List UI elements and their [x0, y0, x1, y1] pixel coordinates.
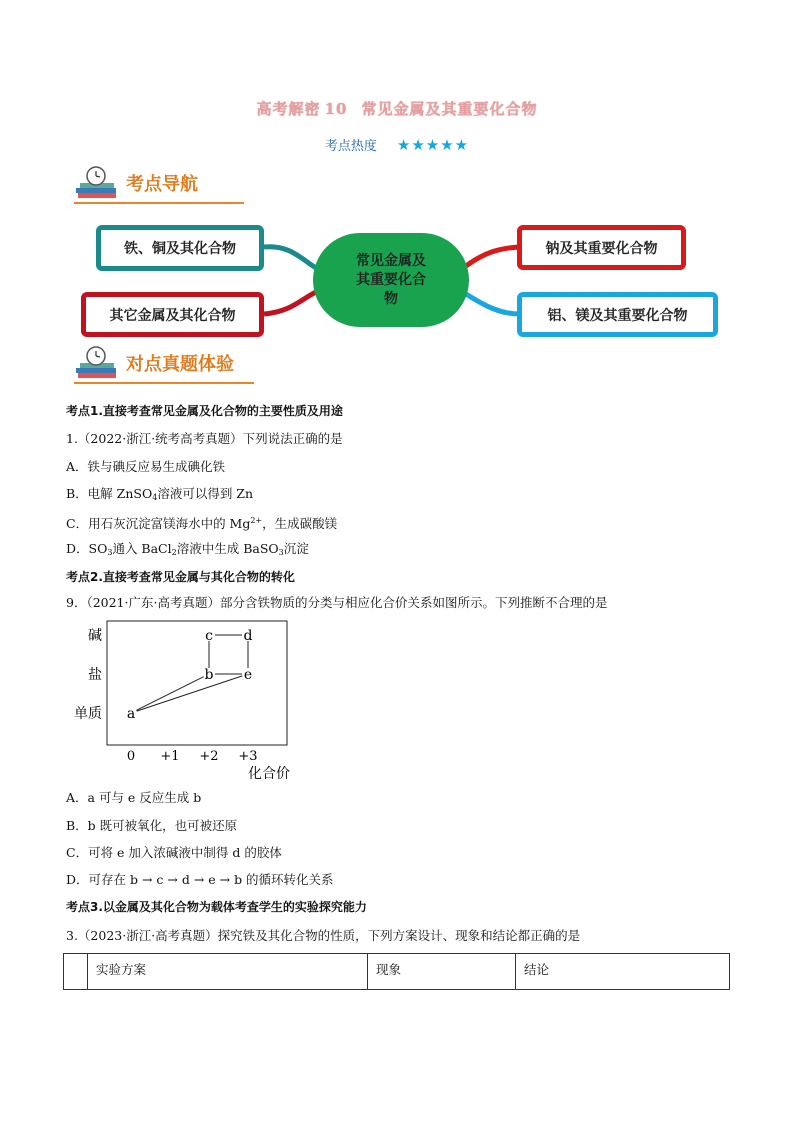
text: D．SO — [66, 541, 108, 556]
section-header-practice — [74, 346, 254, 384]
kp2-option-d: D．可存在 b → c → d → e → b 的循环转化关系 — [66, 872, 334, 887]
center-line-2: 其重要化合 — [356, 271, 426, 288]
point-b: b — [204, 667, 214, 683]
section-title-practice: 对点真题体验 — [126, 354, 234, 375]
table-header-row — [64, 954, 730, 990]
text: C．用石灰沉淀富镁海水中的 Mg — [66, 516, 251, 532]
heat-label: 考点热度 — [324, 139, 377, 154]
mindmap-node-other-metals — [81, 292, 264, 337]
experiment-table — [63, 953, 730, 990]
link-a-b — [136, 677, 203, 711]
point-c: c — [205, 628, 213, 644]
mindmap-node-iron-copper — [96, 225, 264, 271]
kp3-heading: 考点3.以金属及其化合物为载体考查学生的实验探究能力 — [66, 900, 367, 914]
mindmap-center — [313, 233, 469, 327]
x-tick-label: +3 — [238, 749, 258, 764]
center-line-3: 物 — [384, 290, 398, 307]
table-header-cell: 结论 — [516, 954, 730, 990]
node-label: 铝、镁及其重要化合物 — [547, 307, 688, 324]
x-tick-label: +1 — [160, 749, 180, 764]
text: 沉淀 — [283, 541, 309, 556]
y-tick-label: 单质 — [74, 706, 102, 722]
kp2-heading: 考点2.直接考查常见金属与其化合物的转化 — [66, 570, 295, 584]
iron-valence-chart — [74, 618, 298, 782]
node-label: 铁、铜及其化合物 — [124, 241, 236, 257]
x-tick-label: 0 — [126, 749, 136, 764]
node-label: 其它金属及其化合物 — [109, 307, 236, 324]
kp1-heading: 考点1.直接考查常见金属及化合物的主要性质及用途 — [66, 404, 343, 418]
title-prefix: 高考解密 — [256, 100, 321, 118]
kp2-option-a: A．a 可与 e 反应生成 b — [66, 790, 202, 805]
point-d: d — [243, 628, 253, 644]
kp1-option-c — [66, 513, 337, 532]
text: 通入 BaCl — [112, 541, 172, 556]
x-axis-label: 化合价 — [248, 766, 290, 782]
sub: 3 — [107, 548, 113, 557]
table-header-cell: 现象 — [368, 954, 516, 990]
link-a-e — [137, 676, 243, 711]
x-tick-label: +2 — [199, 749, 219, 764]
heat-stars: ★★★★★ — [396, 136, 470, 154]
books-clock-icon — [74, 346, 124, 382]
plot-frame — [107, 621, 287, 745]
title-number: 10 — [324, 100, 348, 118]
y-tick-label: 碱 — [88, 628, 102, 644]
sub: 4 — [152, 493, 158, 502]
title-main: 常见金属及其重要化合物 — [361, 100, 538, 118]
sub: 3 — [278, 548, 284, 557]
text: 溶液可以得到 Zn — [157, 486, 254, 501]
table-header-cell — [64, 954, 88, 990]
sub: 2 — [171, 548, 177, 557]
kp2-question: 9．（2021·广东·高考真题）部分含铁物质的分类与相应化合价关系如图所示。下列推断不合理的是 — [66, 595, 608, 610]
section-title-nav: 考点导航 — [126, 174, 198, 195]
text: ，生成碳酸镁 — [262, 516, 338, 532]
mindmap-node-sodium — [517, 225, 686, 270]
kp3-question: 3.（2023·浙江·高考真题）探究铁及其化合物的性质，下列方案设计、现象和结论都正确的是 — [66, 928, 581, 943]
text: B．电解 ZnSO — [66, 486, 153, 501]
kp1-option-b — [66, 486, 253, 506]
kp2-option-c: C．可将 e 加入浓碱液中制得 d 的胶体 — [66, 845, 282, 860]
kp1-option-a: A．铁与碘反应易生成碘化铁 — [66, 459, 226, 474]
y-tick-label: 盐 — [88, 667, 102, 683]
kp1-question: 1.（2022·浙江·统考高考真题）下列说法正确的是 — [66, 431, 343, 446]
node-label: 钠及其重要化合物 — [545, 240, 658, 257]
kp2-option-b: B．b 既可被氧化，也可被还原 — [66, 818, 238, 833]
point-a: a — [126, 706, 136, 722]
center-line-1: 常见金属及 — [356, 252, 426, 269]
table-header-cell: 实验方案 — [88, 954, 368, 990]
kp1-option-d — [66, 541, 309, 561]
mindmap-node-al-mg — [517, 292, 718, 337]
text: 溶液中生成 BaSO — [176, 541, 279, 556]
point-e: e — [243, 667, 253, 683]
sup: 2+ — [250, 516, 263, 525]
